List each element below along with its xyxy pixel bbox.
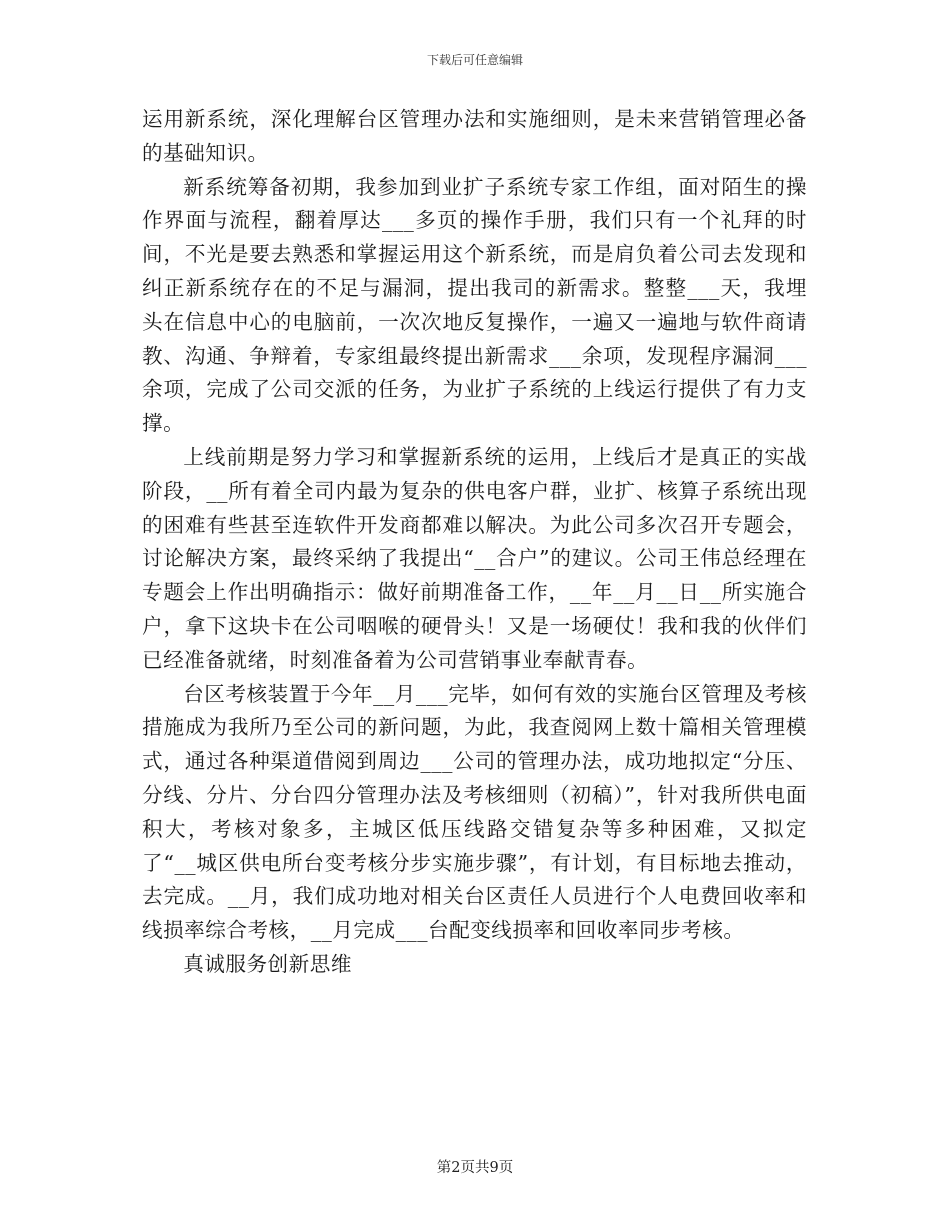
paragraph-post-launch: 上线前期是努力学习和掌握新系统的运用，上线后才是真正的实战阶段，__所有着全司内最为复杂的供电客户群，业扩、核算子系统出现的困难有些甚至连软件开发商都难以解决。为此公司多次召开专题会，讨论解决方案，最终采纳了我提出“__合户”的建议。公司王伟总经理在专题会上作出明确指示：做好前期准备工作，__年__月__日__所实施合户，拿下这块卡在公司咽喉的硬骨头！又是一场硬仗！我和我的伙伴们已经准备就绪，时刻准备着为公司营销事业奉献青春。 [142,444,807,672]
page-header-note: 下载后可任意编辑 [426,53,523,67]
paragraph-continuation: 运用新系统，深化理解台区管理办法和实施细则，是未来营销管理必备的基础知识。 [142,107,807,165]
document-body [142,103,807,982]
paragraph-new-system-prep: 新系统筹备初期，我参加到业扩子系统专家工作组，面对陌生的操作界面与流程，翻着厚达___多页的操作手册，我们只有一个礼拜的时间，不光是要去熟悉和掌握运用这个新系统，而是肩负着公司去发现和纠正新系统存在的不足与漏洞，提出我司的新需求。整整___天，我埋头在信息中心的电脑前，一次次地反复操作，一遍又一遍地与软件商请教、沟通、争辩着，专家组最终提出新需求___余项，发现程序漏洞___余项，完成了公司交派的任务，为业扩子系统的上线运行提供了有力支撑。 [142,174,807,436]
page-number: 第2页共9页 [436,1160,514,1176]
paragraph-district-assessment: 台区考核装置于今年__月___完毕，如何有效的实施台区管理及考核措施成为我所乃至公司的新问题，为此，我查阅网上数十篇相关管理模式，通过各种渠道借阅到周边___公司的管理办法，成功地拟定“分压、分线、分片、分台四分管理办法及考核细则（初稿）”，针对我所供电面积大，考核对象多，主城区低压线路交错复杂等多种困难，又拟定了“__城区供电所台变考核分步实施步骤”，有计划，有目标地去推动，去完成。__月，我们成功地对相关台区责任人员进行个人电费回收率和线损率综合考核，__月完成___台配变线损率和回收率同步考核。 [142,681,807,943]
section-heading: 真诚服务创新思维 [183,951,352,976]
